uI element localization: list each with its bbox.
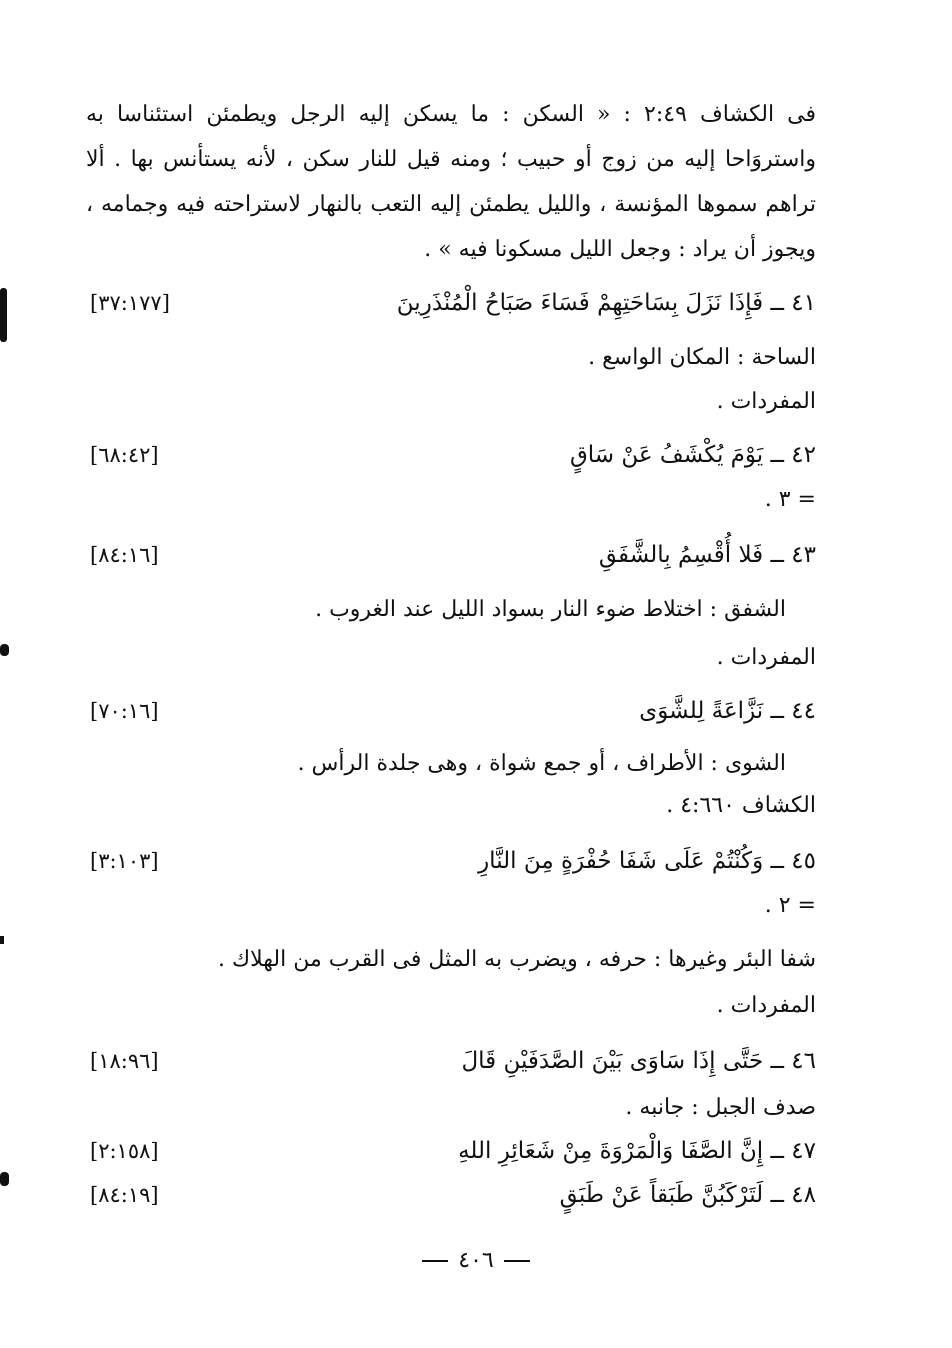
verse-41: ٤١ ــ فَإِذَا نَزَلَ بِسَاحَتِهِمْ فَسَاءَ صَبَاحُ الْمُنْذَرِينَ (396, 290, 816, 316)
verse-42: ٤٢ ــ يَوْمَ يُكْشَفُ عَنْ سَاقٍ (569, 442, 816, 468)
verse-44-reference: [٧٠:١٦] (90, 699, 159, 723)
page-number-footer (0, 1248, 952, 1273)
scan-mark (0, 1172, 9, 1186)
verse-43-reference: [٨٤:١٦] (90, 543, 159, 567)
verse-48-reference: [٨٤:١٩] (90, 1183, 159, 1207)
note-44-definition: الشوى : الأطراف ، أو جمع شواة ، وهى جلدة الرأس . (297, 751, 786, 776)
verse-42-reference: [٦٨:٤٢] (90, 443, 159, 467)
verse-48: ٤٨ ــ لَتَرْكَبُنَّ طَبَقاً عَنْ طَبَقٍ (559, 1182, 816, 1208)
intro-paragraph: فى الكشاف ٢:٤٩ : « السكن : ما يسكن إليه الرجل ويطمئن استئناسا به واستروَاحا إليه من زوج أو حبيب ؛ ومنه قيل للنار سكن ، لأنه يستأنس بها . ألا تراهم سموها المؤنسة ، والليل يطمئن إليه التعب بالنهار لاستراحته فيه وجمامه ، ويجوز أن يراد : وجعل الليل مسكونا فيه » . (86, 102, 816, 262)
note-43-definition: الشفق : اختلاط ضوء النار بسواد الليل عند الغروب . (315, 597, 786, 622)
note-45-definition: شفا البئر وغيرها : حرفه ، ويضرب به المثل فى القرب من الهلاك . (218, 947, 816, 972)
note-45-source: المفردات . (716, 993, 816, 1018)
verse-45-reference: [٣:١٠٣] (90, 849, 159, 873)
scan-mark (0, 936, 4, 944)
verse-47: ٤٧ ــ إِنَّ الصَّفَا وَالْمَرْوَةَ مِنْ شَعَائِرِ اللهِ (458, 1138, 816, 1164)
verse-47-reference: [٢:١٥٨] (90, 1139, 159, 1163)
page-number: ٤٠٦ (458, 1248, 494, 1273)
verse-46-reference: [١٨:٩٦] (90, 1049, 159, 1073)
scan-mark (0, 644, 9, 656)
note-45-crossref: = ٢ . (764, 893, 816, 918)
note-41-source: المفردات . (716, 389, 816, 414)
verse-43: ٤٣ ــ فَلا أُقْسِمُ بِالشَّفَقِ (598, 542, 816, 568)
verse-46: ٤٦ ــ حَتَّى إِذَا سَاوَى بَيْنَ الصَّدَفَيْنِ قَالَ (461, 1048, 816, 1074)
scan-mark (0, 288, 7, 342)
verse-44: ٤٤ ــ نَزَّاعَةً لِلشَّوَى (639, 698, 816, 724)
verse-45: ٤٥ ــ وَكُنْتُمْ عَلَى شَفَا حُفْرَةٍ مِنَ النَّارِ (478, 848, 816, 874)
verse-41-reference: [٣٧:١٧٧] (90, 291, 170, 315)
note-44-source: الكشاف ٤:٦٦٠ . (666, 793, 816, 818)
note-46-definition: صدف الجبل : جانبه . (625, 1095, 816, 1120)
note-43-source: المفردات . (716, 645, 816, 670)
note-41-definition: الساحة : المكان الواسع . (588, 345, 816, 370)
note-42-crossref: = ٣ . (764, 487, 816, 512)
footer-dash-left (504, 1260, 530, 1262)
footer-dash-right (422, 1260, 448, 1262)
